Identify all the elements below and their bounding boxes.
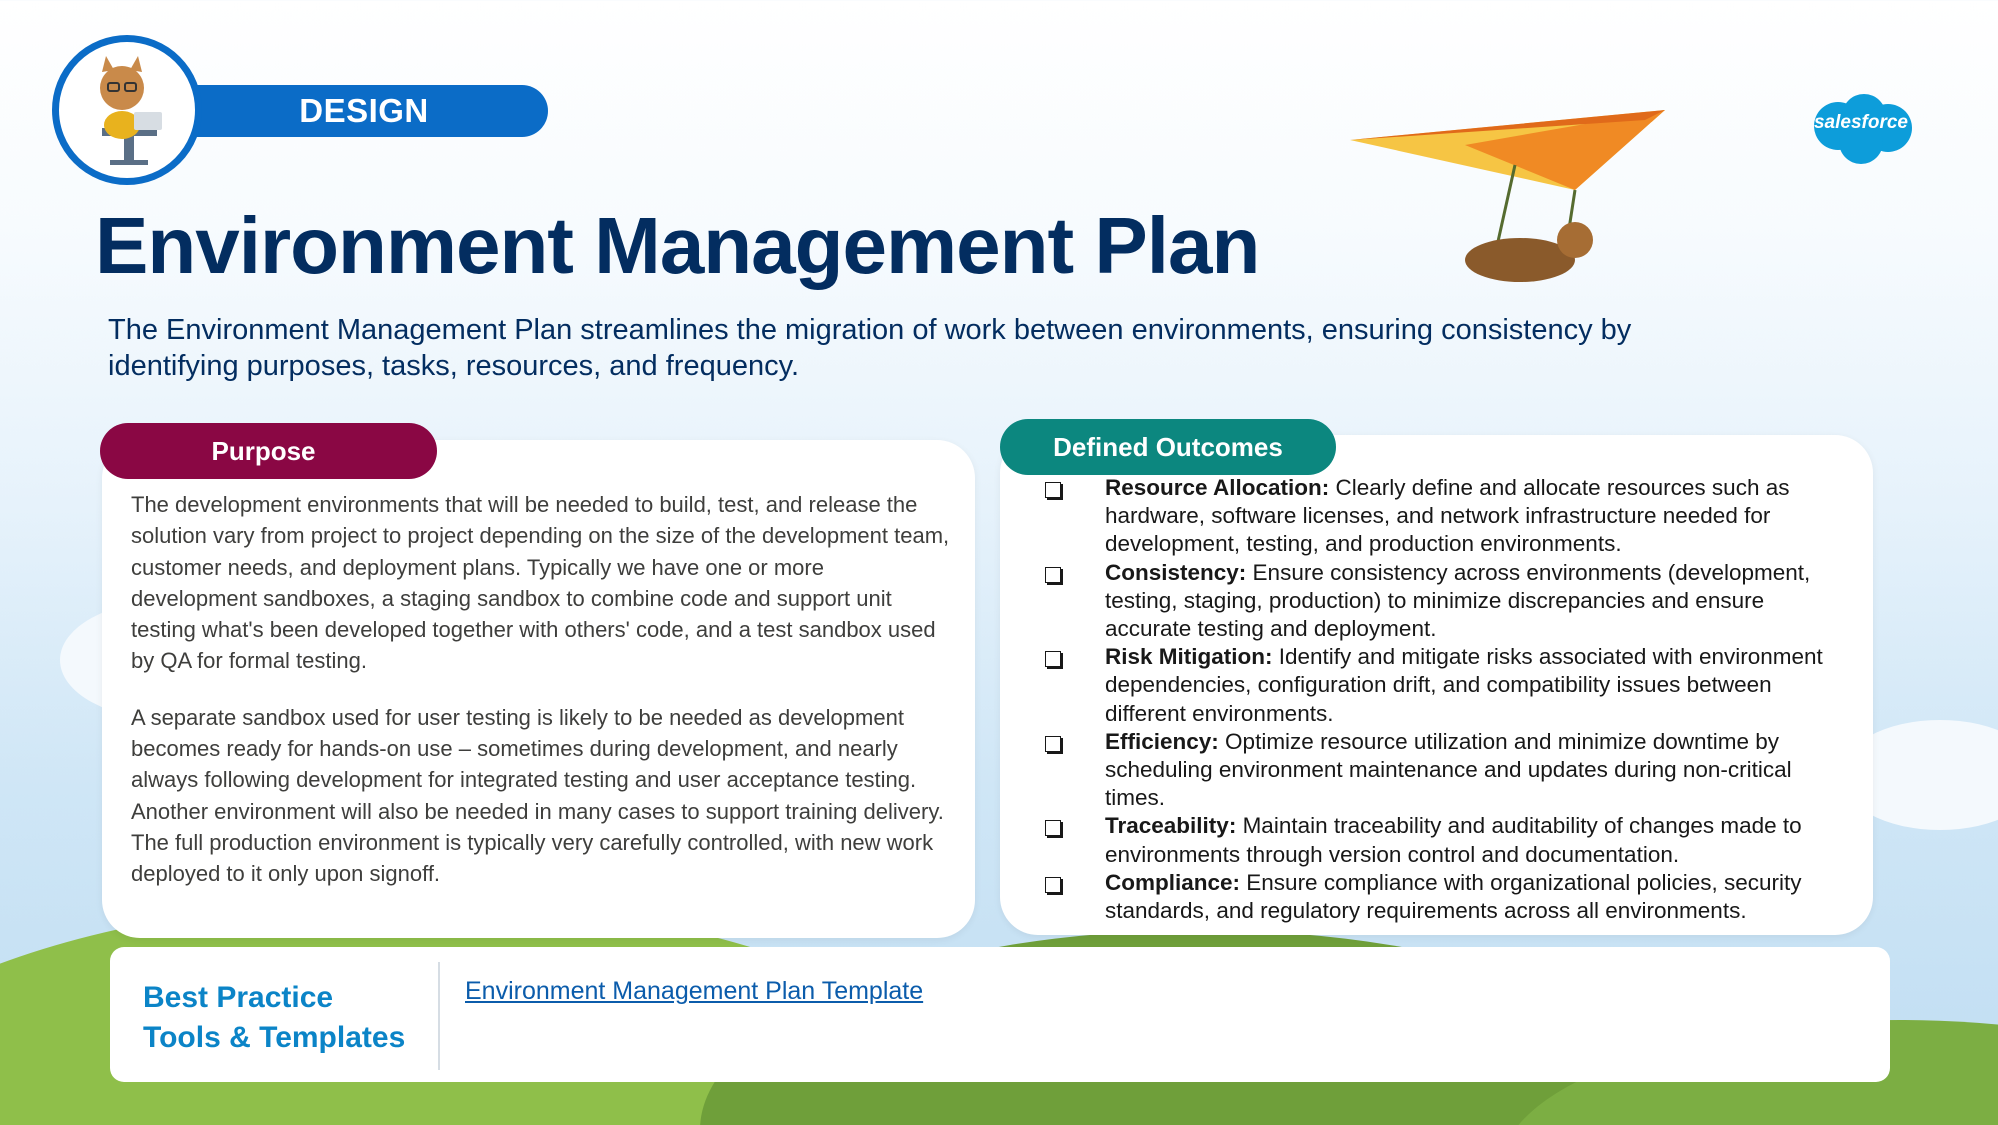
mascot-avatar	[52, 35, 202, 185]
purpose-label-pill	[100, 423, 437, 479]
checkbox-bullet-icon	[1045, 567, 1061, 583]
intro-text: The Environment Management Plan streamlines the migration of work between environments, ensuring consistency by identifying purposes, tasks, resources, and frequency.	[108, 314, 1632, 382]
outcome-term: Efficiency:	[1105, 728, 1219, 754]
outcome-term: Risk Mitigation:	[1105, 644, 1273, 670]
section-badge-label: DESIGN	[299, 92, 429, 129]
template-link[interactable]: Environment Management Plan Template	[465, 977, 924, 1005]
checkbox-bullet-icon	[1045, 820, 1061, 836]
outcome-text: Optimize resource utilization and minimize downtime by scheduling environment maintenance and updates during non-critical times.	[1105, 728, 1792, 811]
list-item	[1045, 474, 1855, 559]
purpose-paragraph: The development environments that will be needed to build, test, and release the solution vary from project to project depending on the size of the development team, customer needs, and deployment plans. Typically we have one or more development sandboxes, a staging sandbox to combine code and support unit testing what's been developed together with others' code, and a test sandbox used by QA for formal testing.	[131, 492, 950, 674]
best-practice-title	[143, 978, 423, 1058]
page-title: Environment Management Plan	[95, 201, 1260, 290]
list-item	[1045, 643, 1855, 728]
divider	[438, 962, 440, 1070]
checkbox-bullet-icon	[1045, 651, 1061, 667]
list-item	[1045, 812, 1855, 868]
outcome-term: Consistency:	[1105, 559, 1247, 585]
outcome-text: Ensure consistency across environments (development, testing, staging, production) to minimize discrepancies and ensure accurate testing and deployment.	[1105, 559, 1811, 642]
purpose-paragraph: A separate sandbox used for user testing is likely to be needed as development becomes ready for hands-on use – sometimes during development, and nearly always following development for integrated testing and user acceptance testing. Another environment will also be needed in many cases to support training delivery. The full production environment is typically very carefully controlled, with new work deployed to it only upon signoff.	[131, 704, 944, 887]
outcome-text: Maintain traceability and auditability of changes made to environments through version control and documentation.	[1105, 813, 1802, 867]
list-item	[1045, 559, 1855, 644]
purpose-text	[131, 489, 951, 890]
salesforce-logo-text: salesforce	[1813, 112, 1908, 133]
outcome-term: Resource Allocation:	[1105, 475, 1330, 500]
section-badge	[150, 85, 548, 137]
best-practice-title-line: Tools & Templates	[143, 1021, 406, 1054]
outcome-term: Compliance:	[1105, 869, 1241, 895]
outcomes-list	[1045, 474, 1855, 925]
list-item	[1045, 728, 1855, 813]
list-item	[1045, 869, 1855, 925]
outcome-text: Clearly define and allocate resources such as hardware, software licenses, and network infrastructure needed for development, testing, and production environments.	[1105, 475, 1790, 557]
outcome-text: Ensure compliance with organizational policies, security standards, and regulatory requirements across all environments.	[1105, 869, 1802, 924]
outcomes-label-pill	[1000, 419, 1336, 475]
outcomes-label: Defined Outcomes	[1053, 431, 1283, 462]
checkbox-bullet-icon	[1045, 877, 1061, 893]
best-practice-title-line: Best Practice	[143, 981, 334, 1014]
mascot-icon	[72, 50, 182, 170]
purpose-label: Purpose	[211, 435, 316, 466]
hang-glider-illustration	[1345, 105, 1675, 290]
outcome-text: Identify and mitigate risks associated with environment dependencies, configuration drift, and compatibility issues between different environments.	[1105, 644, 1823, 726]
checkbox-bullet-icon	[1045, 736, 1061, 752]
outcome-term: Traceability:	[1105, 813, 1237, 839]
checkbox-bullet-icon	[1045, 482, 1061, 498]
